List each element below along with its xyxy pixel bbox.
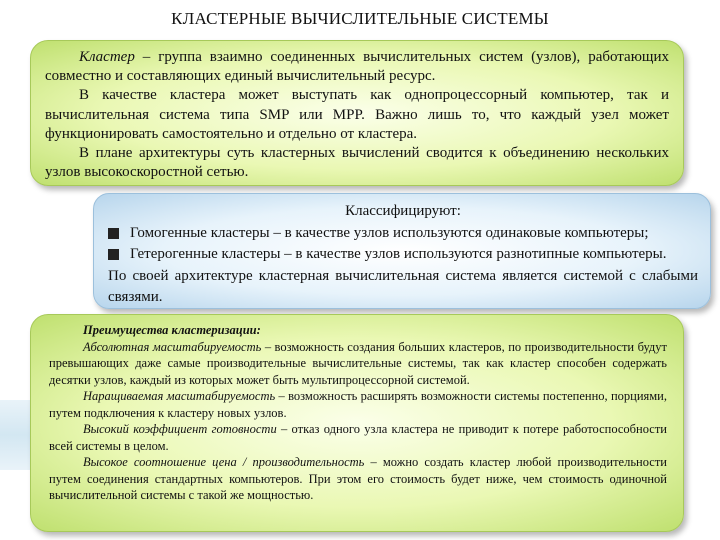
list-item-text: Гетерогенные кластеры – в качестве узлов используются разнотипные компьютеры. bbox=[130, 246, 667, 263]
decorative-side-bar bbox=[0, 400, 30, 470]
advantage-text: – возможность создания больших кластеров, по производительности будут превышающих даже самые производительные вычислительные системы, так как кластер способен содержать десятки узлов, каждый из которых может быть мультипроцессорной системой. bbox=[49, 339, 667, 387]
advantage-item bbox=[49, 421, 667, 454]
advantage-term: Высокое соотношение цена / производительность bbox=[83, 455, 365, 469]
advantage-item bbox=[49, 339, 667, 389]
classification-box bbox=[93, 193, 711, 309]
advantage-text: – отказ одного узла кластера не приводит к потере работоспособности всей системы в целом. bbox=[49, 422, 667, 453]
definition-paragraph bbox=[45, 48, 669, 86]
advantage-term: Наращиваемая масштабируемость bbox=[83, 389, 276, 403]
advantages-heading: Преимущества кластеризации: bbox=[83, 323, 261, 337]
term-cluster: Кластер bbox=[79, 49, 135, 65]
definition-paragraph-2: В качестве кластера может выступать как однопроцессорный компьютер, так и вычислительная система типа SMP или MPP. Важно лишь то, что каждый узел может функционировать самостоятельно и отдельно от кластера. bbox=[45, 87, 669, 142]
advantages-box bbox=[30, 314, 684, 532]
definition-box bbox=[30, 40, 684, 186]
advantage-text: – возможность расширять возможности системы постепенно, порциями, путем подключения к кластеру новых узлов. bbox=[49, 389, 667, 420]
advantage-item bbox=[49, 388, 667, 421]
page-title: КЛАСТЕРНЫЕ ВЫЧИСЛИТЕЛЬНЫЕ СИСТЕМЫ bbox=[171, 9, 549, 28]
list-item-text: Гомогенные кластеры – в качестве узлов используются одинаковые компьютеры; bbox=[130, 224, 649, 241]
classification-note: По своей архитектуре кластерная вычислительная система является системой с слабыми связями. bbox=[108, 267, 698, 306]
advantage-text: – можно создать кластер любой производительности путем соединения стандартных компьютеров. При этом его стоимость будет ниже, чем стоимость одиночной вычислительной системы с такой же мощностью. bbox=[49, 455, 667, 502]
advantage-term: Абсолютная масштабируемость bbox=[83, 339, 262, 354]
square-bullet-icon bbox=[108, 228, 119, 239]
list-item bbox=[108, 223, 698, 245]
advantage-item bbox=[49, 454, 667, 504]
definition-paragraph-3: В плане архитектуры суть кластерных вычислений сводится к объединению нескольких узлов высокоскоростной сетью. bbox=[45, 145, 669, 181]
square-bullet-icon bbox=[108, 249, 119, 260]
advantage-term: Высокий коэффициент готовности bbox=[83, 422, 277, 436]
list-item bbox=[108, 244, 698, 266]
definition-text: – группа взаимно соединенных вычислительных систем (узлов), работающих совместно и составляющих единый вычислительный ресурс. bbox=[45, 49, 669, 85]
classification-heading: Классифицируют: bbox=[345, 203, 461, 219]
